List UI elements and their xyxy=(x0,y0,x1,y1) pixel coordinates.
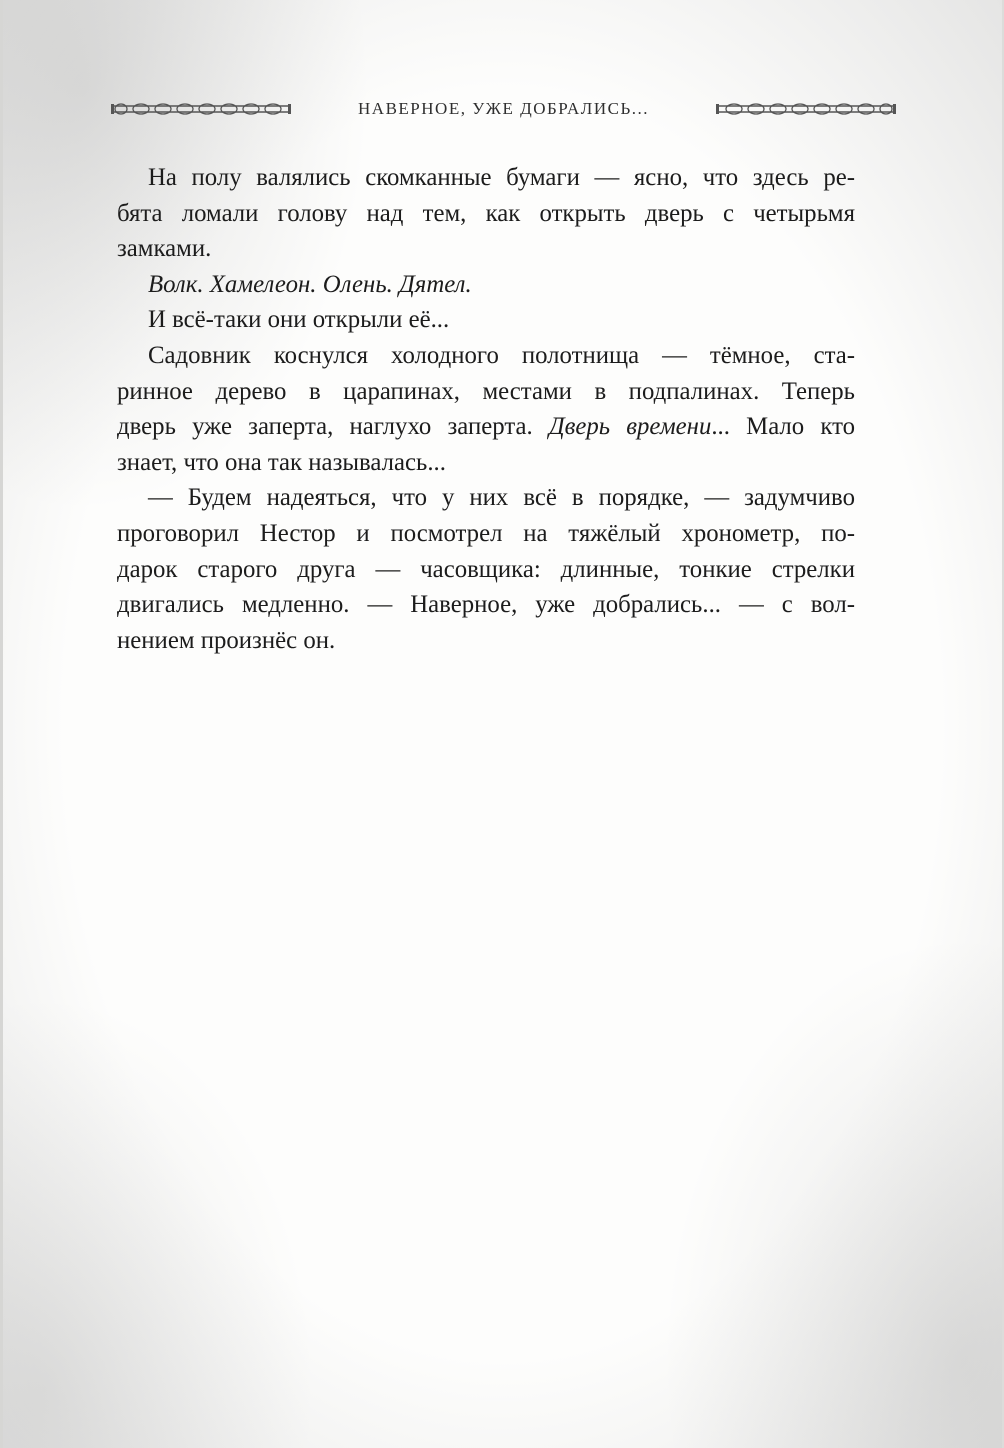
running-head xyxy=(111,94,896,124)
text-line xyxy=(117,267,855,303)
text-line: двигались медленно. — Наверное, уже добрались... — с вол- xyxy=(117,591,855,619)
text-line: нением произнёс он. xyxy=(117,626,336,654)
text-line xyxy=(117,409,855,445)
paragraph-4 xyxy=(117,338,855,480)
text-line: И всё-таки они открыли её... xyxy=(148,306,450,334)
paragraph-2 xyxy=(117,267,855,303)
text-fragment: дверь уже заперта, наглухо заперта. xyxy=(117,413,549,441)
body-text xyxy=(117,160,855,658)
text-line: На полу валялись скомканные бумаги — ясно, что здесь ре- xyxy=(148,164,855,191)
paragraph-5 xyxy=(117,480,855,658)
text-line: замками. xyxy=(117,235,212,263)
text-line: Садовник коснулся холодного полотнища — тёмное, ста- xyxy=(148,341,855,369)
text-line: — Будем надеяться, что у них всё в порядке, — задумчиво xyxy=(148,484,855,512)
text-line: дарок старого друга — часовщика: длинные, тонкие стрелки xyxy=(117,555,855,583)
text-line: ринное дерево в царапинах, местами в подпалинах. Теперь xyxy=(117,377,855,405)
paragraph-1 xyxy=(117,160,855,267)
italic-text: Волк. Хамелеон. Олень. Дятел. xyxy=(148,270,472,298)
text-line: бята ломали голову над тем, как открыть дверь с четырьмя xyxy=(117,199,855,227)
running-head-title: НАВЕРНОЕ, УЖЕ ДОБРАЛИСЬ... xyxy=(358,99,649,118)
italic-text: Дверь времени xyxy=(548,413,712,441)
text-line: проговорил Нестор и посмотрел на тяжёлый хронометр, по- xyxy=(117,519,855,547)
text-line: знает, что она так называлась... xyxy=(117,448,446,476)
ornament-rule-icon xyxy=(716,100,896,118)
ornament-rule-icon xyxy=(111,100,291,118)
paragraph-3 xyxy=(117,302,855,338)
text-fragment: ... Мало кто xyxy=(711,413,856,441)
